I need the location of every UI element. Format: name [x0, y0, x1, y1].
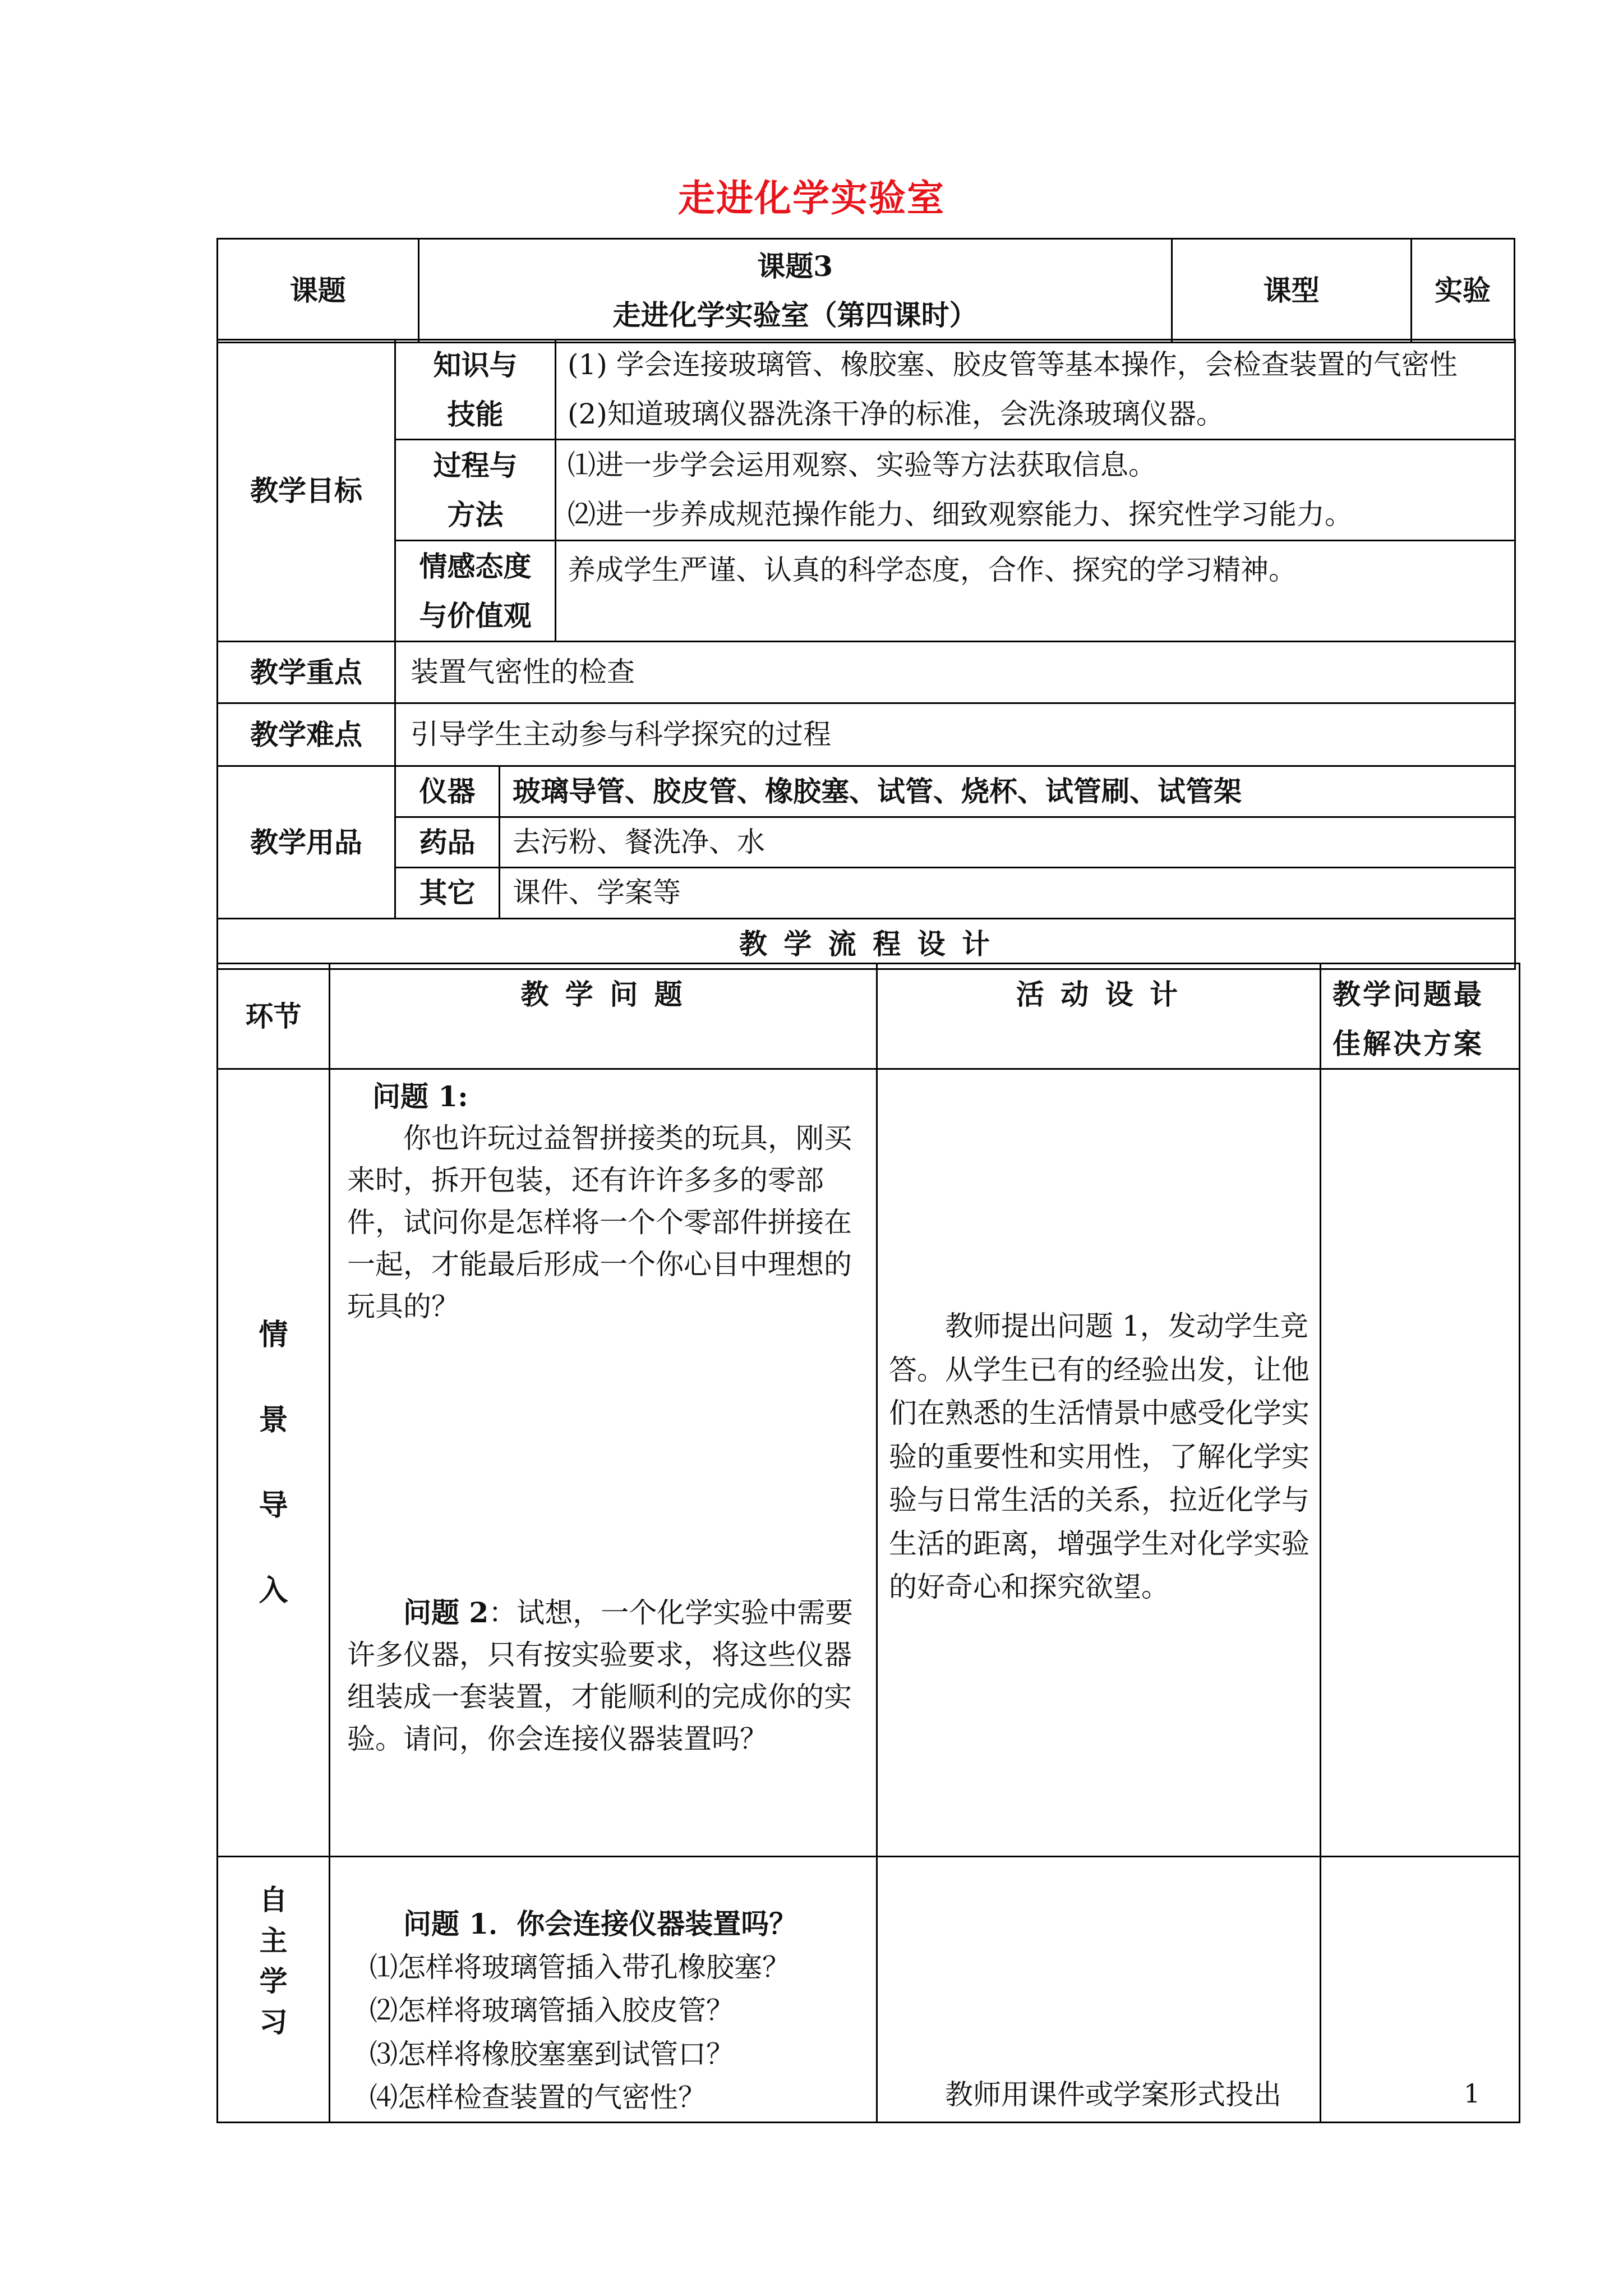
stage2-char-4: 习 [259, 2005, 288, 2039]
self-study-item: ⑵怎样将玻璃管插入胶皮管？ [370, 1994, 734, 2027]
stage1-char-4: 入 [259, 1573, 288, 1608]
col-activity-header: 活 动 设 计 [877, 964, 1321, 1069]
flow-table [216, 963, 1520, 2123]
topic-label: 课题 [218, 239, 419, 343]
key-point-label: 教学重点 [218, 642, 395, 703]
attitude-label-2: 与价值观 [419, 599, 532, 632]
solution-cell-2 [1321, 1857, 1520, 2123]
stage1-char-3: 导 [259, 1488, 288, 1522]
process-line-2: ⑵进一步养成规范操作能力、细致观察能力、探究性学习能力。 [568, 498, 1353, 531]
self-study-item: ⑶怎样将橡胶塞塞到试管口？ [370, 2037, 734, 2070]
col-solution-header-1: 教学问题最 [1332, 978, 1484, 1011]
stage1-char-1: 情 [259, 1317, 288, 1352]
col-solution-header-2: 佳解决方案 [1332, 1027, 1484, 1060]
question-1-label: 问题 1: [372, 1080, 468, 1113]
instruments-label: 仪器 [395, 766, 500, 817]
process-label-1: 过程与 [433, 449, 518, 482]
knowledge-line-1: (1) 学会连接玻璃管、橡胶塞、胶皮管等基本操作，会检查装置的气密性 [568, 348, 1458, 381]
activity-1-text: 教师提出问题 1，发动学生竞答。从学生已有的经验出发，让他们在熟悉的生活情景中感受化学实验的重要性和实用性，了解化学实验与日常生活的关系，拉近化学与生活的距离，增强学生对化学实验的好奇心和探究欲望。 [889, 1310, 1310, 1604]
stage1-char-2: 景 [259, 1402, 288, 1437]
attitude-label-1: 情感态度 [419, 550, 532, 583]
reagents-value: 去污粉、餐洗净、水 [500, 817, 1515, 868]
col-stage-header: 环节 [218, 964, 330, 1069]
flow-title: 教 学 流 程 设 计 [218, 918, 1515, 969]
col-question-header: 教 学 问 题 [330, 964, 877, 1069]
topic-number: 课题3 [757, 249, 833, 283]
difficulty-value: 引导学生主动参与科学探究的过程 [395, 703, 1515, 766]
stage2-char-3: 学 [259, 1964, 288, 1998]
stage2-char-1: 自 [259, 1883, 288, 1916]
topic-name: 走进化学实验室（第四课时） [612, 298, 978, 332]
self-study-heading: 问题 1．你会连接仪器装置吗？ [403, 1907, 797, 1940]
materials-table [216, 765, 1516, 970]
page-number: 1 [1464, 2078, 1481, 2109]
objectives-table [216, 339, 1516, 767]
objectives-label: 教学目标 [218, 340, 395, 642]
difficulty-label: 教学难点 [218, 703, 395, 766]
stage2-char-2: 主 [259, 1924, 288, 1957]
key-point-value: 装置气密性的检查 [395, 642, 1515, 703]
knowledge-label-1: 知识与 [433, 348, 518, 381]
question-2-text: ：试想，一个化学实验中需要许多仪器，只有按实验要求，将这些仪器组装成一套装置，才能顺利的完成你的实验。请问，你会连接仪器装置吗？ [347, 1596, 854, 1755]
question-1-text: 你也许玩过益智拼接类的玩具，刚买来时，拆开包装，还有许许多多的零部件，试问你是怎样将一个个零部件拼接在一起，才能最后形成一个你心目中理想的玩具的？ [347, 1122, 852, 1323]
document-title: 走进化学实验室 [678, 176, 945, 220]
type-value: 实验 [1435, 274, 1491, 307]
process-label-2: 方法 [447, 498, 504, 531]
self-study-item: ⑷怎样检查装置的气密性？ [370, 2081, 706, 2114]
instruments-value: 玻璃导管、胶皮管、橡胶塞、试管、烧杯、试管刷、试管架 [500, 766, 1515, 817]
materials-label: 教学用品 [218, 766, 395, 919]
other-value: 课件、学案等 [500, 868, 1515, 919]
attitude-line-1: 养成学生严谨、认真的科学态度，合作、探究的学习精神。 [568, 554, 1297, 586]
solution-cell-1 [1321, 1069, 1520, 1857]
knowledge-label-2: 技能 [447, 397, 504, 431]
question-2-label: 问题 2 [403, 1596, 489, 1629]
lesson-info-table [216, 238, 1514, 343]
knowledge-line-2: (2)知道玻璃仪器洗涤干净的标准，会洗涤玻璃仪器。 [568, 397, 1224, 430]
other-label: 其它 [395, 868, 500, 919]
self-study-item: ⑴怎样将玻璃管插入带孔橡胶塞？ [370, 1950, 790, 1984]
type-label: 课型 [1172, 240, 1411, 342]
reagents-label: 药品 [395, 817, 500, 868]
activity-2-text: 教师用课件或学案形式投出 [877, 1857, 1321, 2123]
process-line-1: ⑴进一步学会运用观察、实验等方法获取信息。 [568, 449, 1156, 481]
